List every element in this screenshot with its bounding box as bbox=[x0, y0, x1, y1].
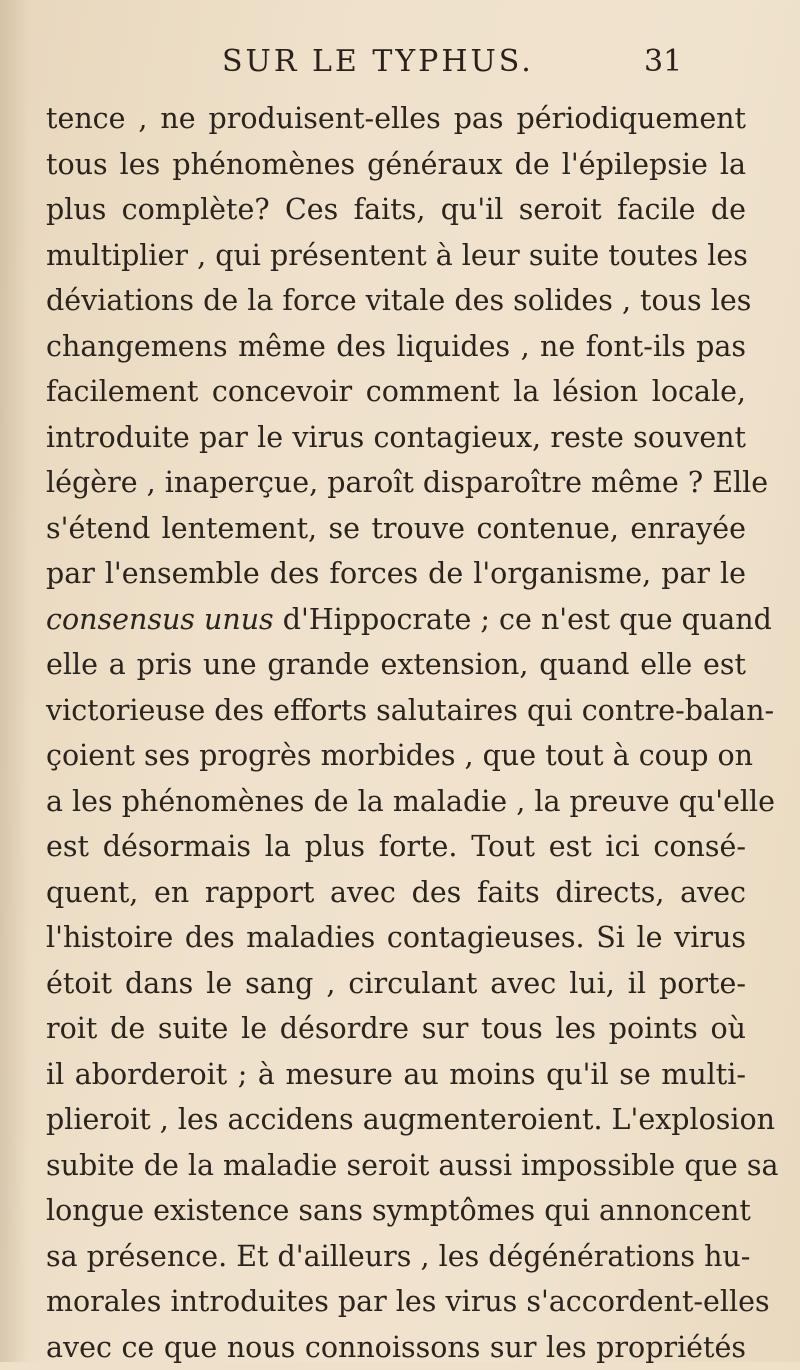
text-line-22: il aborderoit ; à mesure au moins qu'il se multi- bbox=[46, 1052, 746, 1098]
text-line-6: changemens même des liquides , ne font-ils pas bbox=[46, 324, 746, 370]
text-line-28: avec ce que nous connoissons sur les propriétés bbox=[46, 1325, 746, 1370]
text-line-16: a les phénomènes de la maladie , la preuve qu'elle bbox=[46, 779, 746, 825]
text-line-15: çoient ses progrès morbides , que tout à coup on bbox=[46, 733, 746, 779]
body-text bbox=[46, 96, 746, 1370]
text-line-17: est désormais la plus forte. Tout est ici consé- bbox=[46, 824, 746, 870]
text-line-24: subite de la maladie seroit aussi impossible que sa bbox=[46, 1143, 746, 1189]
running-title: SUR LE TYPHUS. bbox=[222, 44, 534, 79]
text-line-12-rest: d'Hippocrate ; ce n'est que quand bbox=[274, 603, 772, 636]
spine-shadow bbox=[0, 0, 30, 1362]
text-line-3: plus complète? Ces faits, qu'il seroit facile de bbox=[46, 187, 746, 233]
text-line-18: quent, en rapport avec des faits directs, avec bbox=[46, 870, 746, 916]
text-line-4: multiplier , qui présentent à leur suite toutes les bbox=[46, 233, 746, 279]
text-line-19: l'histoire des maladies contagieuses. Si le virus bbox=[46, 915, 746, 961]
text-line-1: tence , ne produisent-elles pas périodiquement bbox=[46, 96, 746, 142]
page-number: 31 bbox=[644, 44, 682, 79]
text-line-27: morales introduites par les virus s'accordent-elles bbox=[46, 1279, 746, 1325]
text-line-8: introduite par le virus contagieux, reste souvent bbox=[46, 415, 746, 461]
text-line-13: elle a pris une grande extension, quand elle est bbox=[46, 642, 746, 688]
text-line-5: déviations de la force vitale des solides , tous les bbox=[46, 278, 746, 324]
text-line-21: roit de suite le désordre sur tous les points où bbox=[46, 1006, 746, 1052]
text-line-9: légère , inaperçue, paroît disparoître même ? Elle bbox=[46, 460, 746, 506]
text-line-12 bbox=[46, 597, 746, 643]
text-line-25: longue existence sans symptômes qui annoncent bbox=[46, 1188, 746, 1234]
text-line-10: s'étend lentement, se trouve contenue, enrayée bbox=[46, 506, 746, 552]
text-line-23: plieroit , les accidens augmenteroient. L'explosion bbox=[46, 1097, 746, 1143]
text-line-26: sa présence. Et d'ailleurs , les dégénérations hu- bbox=[46, 1234, 746, 1280]
running-head bbox=[0, 44, 800, 84]
text-line-2: tous les phénomènes généraux de l'épilepsie la bbox=[46, 142, 746, 188]
text-line-14: victorieuse des efforts salutaires qui contre-balan- bbox=[46, 688, 746, 734]
text-line-20: étoit dans le sang , circulant avec lui, il porte- bbox=[46, 961, 746, 1007]
text-line-7: facilement concevoir comment la lésion locale, bbox=[46, 369, 746, 415]
text-line-11: par l'ensemble des forces de l'organisme, par le bbox=[46, 551, 746, 597]
italic-phrase: consensus unus bbox=[46, 603, 274, 636]
